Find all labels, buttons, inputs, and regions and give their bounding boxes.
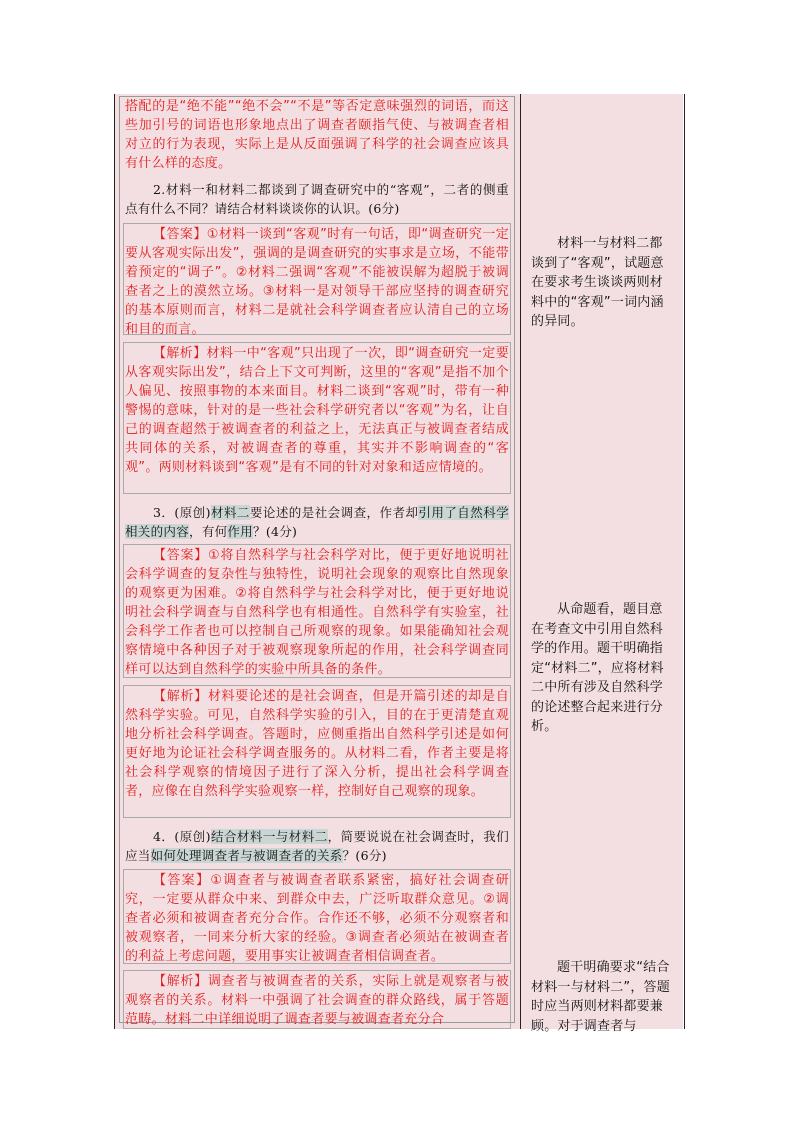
question-2: 2.材料一和材料二都谈到了调查研究中的“客观”，二者的侧重点有什么不同？请结合材料谈谈你的认识。(6分) <box>125 182 509 216</box>
note-question-2: 材料一与材料二都谈到了“客观”，试题意在要求考生谈谈两则材料中的“客观”一词内涵的异同。 <box>531 236 664 329</box>
analysis-2: 【解析】材料一中“客观”只出现了一次，即“调查研究一定要从客观实际出发”，结合上下文可判断，这里的“客观”是指不加个人偏见、按照事物的本来面目。材料二谈到“客观”时，带有一种警惕的意味，针对的是一些社会科学研究者以“客观”为名，让自己的调查超然于被调查者的利益之上，无法真正与被调查者结成共同体的关系，对被调查者的尊重，其实并不影响调查的“客观”。两则材料谈到“客观”是有不同的针对对象和适应情境的。 <box>125 346 509 475</box>
answer-3: 【答案】①将自然科学与社会科学对比，便于更好地说明社会科学调查的复杂性与独特性，说明社会现象的观察比自然现象的观察更为困难。②将自然科学与社会科学对比，便于更好地说明社会科学调查与自然科学也有相通性。自然科学有实验室，社会科学工作者也可以控制自己所观察的现象。如果能确知社会观察情境中各种因子对于被观察现象所起的作用，社会科学调查同样可以达到自然科学的实验中所具备的条件。 <box>125 548 509 677</box>
right-column <box>521 94 683 1034</box>
answer-4: 【答案】①调查者与被调查者联系紧密，搞好社会调查研究，一定要从群众中来、到群众中去，广泛听取群众意见。②调查者必须和被调查者充分合作。合作还不够，必须不分观察者和被观察者，一同来分析大家的经验。③调查者必须站在被调查者的利益上考虑问题，要用事实让被调查者相信调查者。 <box>125 873 509 964</box>
paragraph-top: 搭配的是“绝不能”“绝不会”“不是”等否定意味强烈的词语，而这些加引号的词语也形象地点出了调查者颐指气使、与被调查者相对立的行为表现，实际上是从反面强调了科学的社会调查应该具有什么样的态度。 <box>125 99 509 171</box>
q4-prefix: 4．(原创) <box>153 829 211 844</box>
q3-highlight-1: 材料二 <box>210 505 250 520</box>
note-question-3: 从命题看，题目意在考查文中引用自然科学的作用。题干明确指定“材料二”，应将材料二中所有涉及自然科学的论述整合起来进行分析。 <box>531 602 664 734</box>
answer-2: 【答案】①材料一谈到“客观”时有一句话，即“调查研究一定要从客观实际出发”，强调的是调查研究的实事求是立场，不能带着预定的“调子”。②材料二强调“客观”不能被误解为超脱于被调查者之上的漠然立场。③材料一是对领导干部应坚持的调查研究的基本原则而言，材料二是就社会科学调查者应认清自己的立场和目的而言。 <box>125 227 509 337</box>
q4-highlight-1: 结合材料一与材料二 <box>210 829 328 844</box>
q3-text-mid2: ，有何 <box>189 524 228 539</box>
q4-suffix: ？(6分) <box>342 848 387 863</box>
analysis-4: 【解析】调查者与被调查者的关系，实际上就是观察者与被观察者的关系。材料一中强调了社会调查的群众路线，属于答题范畴。材料二中详细说明了调查者要与被调查者充分合 <box>125 974 509 1027</box>
q3-prefix: 3．(原创) <box>153 505 211 520</box>
left-column <box>115 94 521 1029</box>
q3-suffix: ？(4分) <box>253 524 298 539</box>
q3-highlight-3: 作用 <box>227 524 254 539</box>
q4-highlight-2: 如何处理调查者与被调查者的关系 <box>150 848 343 863</box>
question-3 <box>125 503 509 541</box>
q3-highlight-2: 引用了自然科学相关的内容 <box>125 505 510 539</box>
note-question-4: 题干明确要求“结合材料一与材料二”，答题时应当两则材料都要兼顾。对于调查者与 <box>531 960 670 1034</box>
analysis-3: 【解析】材料要论述的是社会调查，但是开篇引述的却是自然科学实验。可见，自然科学实验的引入，目的在于更清楚直观地分析社会科学调查。答题时，应侧重指出自然科学引述是如何更好地为论证社会科学调查服务的。从材料二看，作者主要是将社会科学观察的情境因子进行了深入分析，提出社会科学调查者，应像在自然科学实验观察一样，控制好自己观察的现象。 <box>125 689 509 799</box>
q3-text-mid: 要论述的是社会调查，作者却 <box>249 505 419 520</box>
q4-text-mid: ，简要说说在社会调查时，我们应当 <box>125 829 509 863</box>
question-4 <box>125 827 509 865</box>
answer-table <box>114 94 685 1034</box>
